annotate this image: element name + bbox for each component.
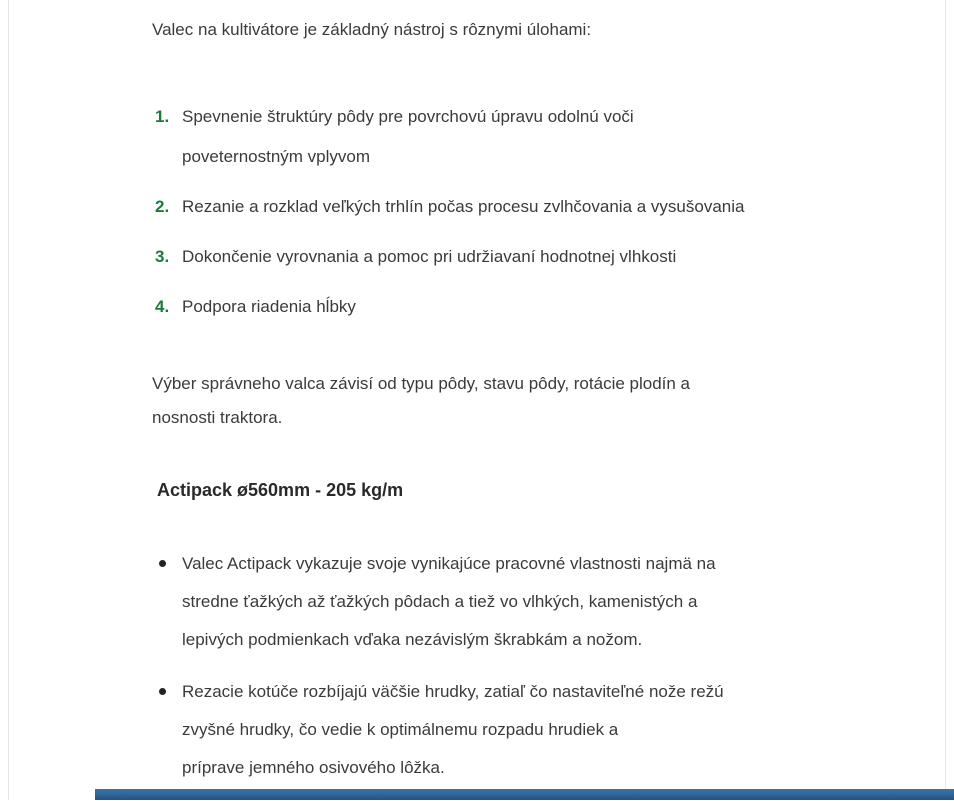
- numbered-list-item: [152, 187, 852, 227]
- bullet-item-text: Valec Actipack vykazuje svoje vynikajúce pracovné vlastnosti najmä na stredne ťažkých až ťažkých pôdach a tiež vo vlhkých, kamenistých a lepivých podmienkach vďaka nezávislým škrabkám a nožom.: [182, 554, 716, 649]
- list-number-marker: 4.: [155, 297, 170, 316]
- list-number-marker: 1.: [155, 107, 170, 126]
- bullet-dot-icon: [159, 560, 166, 567]
- numbered-list: [152, 97, 852, 327]
- list-item-text: Rezanie a rozklad veľkých trhlín počas procesu zvlhčovania a vysušovania: [182, 197, 745, 216]
- bullet-dot-icon: [159, 688, 166, 695]
- cropped-image-top-edge: [95, 789, 954, 800]
- list-number-marker: 3.: [155, 247, 170, 266]
- list-item-text: Podpora riadenia hĺbky: [182, 297, 356, 316]
- numbered-list-item: [152, 237, 852, 277]
- list-item-text: Spevnenie štruktúry pôdy pre povrchovú úpravu odolnú voči poveternostným vplyvom: [182, 107, 634, 166]
- body-paragraph: Výber správneho valca závisí od typu pôdy, stavu pôdy, rotácie plodín a nosnosti traktora.: [152, 374, 691, 427]
- section-heading: Actipack ø560mm - 205 kg/m: [157, 480, 404, 500]
- content-column-frame: [8, 0, 946, 800]
- numbered-list-item: [152, 287, 852, 327]
- bullet-list-item: [152, 673, 852, 787]
- list-number-marker: 2.: [155, 197, 170, 216]
- numbered-list-item: [152, 97, 852, 177]
- bullet-item-text: Rezacie kotúče rozbíjajú väčšie hrudky, zatiaľ čo nastaviteľné nože režú zvyšné hrudky, čo vedie k optimálnemu rozpadu hrudiek a príprave jemného osivového lôžka.: [182, 682, 724, 777]
- bullet-list: [152, 545, 852, 787]
- bullet-list-item: [152, 545, 852, 659]
- intro-paragraph: Valec na kultivátore je základný nástroj s rôznymi úlohami:: [152, 20, 592, 39]
- list-item-text: Dokončenie vyrovnania a pomoc pri udržiavaní hodnotnej vlhkosti: [182, 247, 677, 266]
- article-body: [152, 0, 852, 801]
